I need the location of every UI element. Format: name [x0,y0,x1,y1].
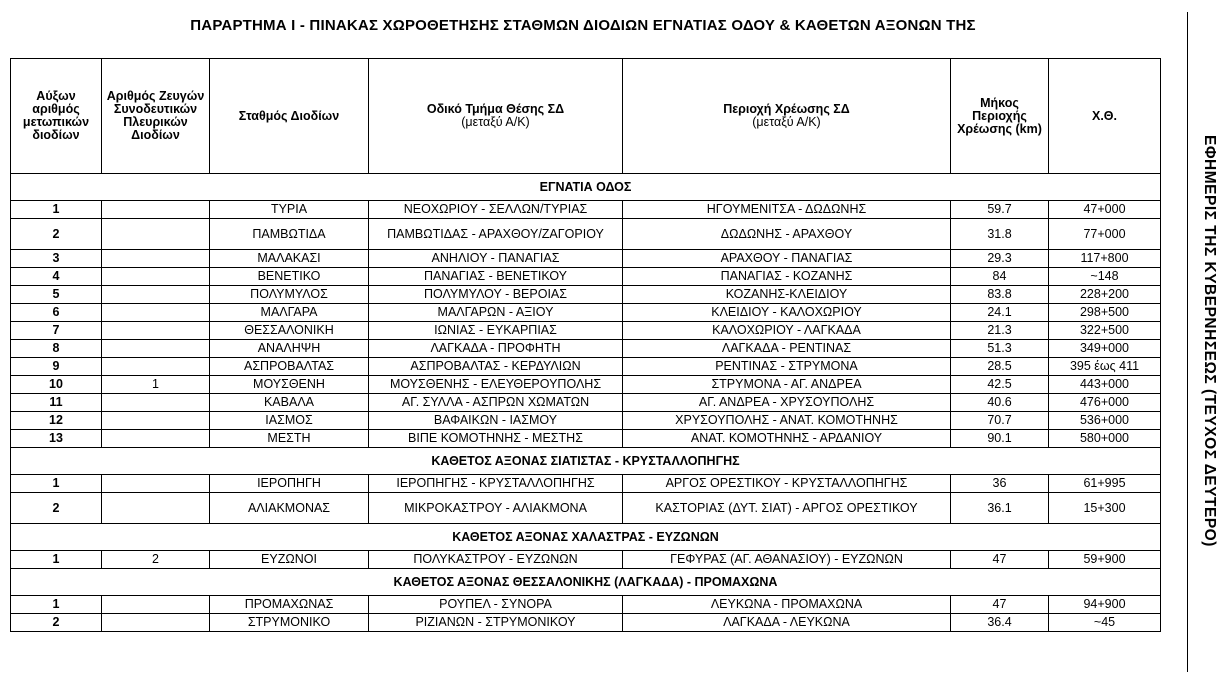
cell-toll-station: ΘΕΣΣΑΛΟΝΙΚΗ [210,322,369,340]
cell-toll-station: ΙΕΡΟΠΗΓΗ [210,475,369,493]
table-row [11,250,1161,268]
cell-serial-number: 1 [11,201,102,219]
cell-side-tolls [102,475,210,493]
cell-length-km: 42.5 [951,376,1049,394]
cell-chainage: 580+000 [1049,430,1161,448]
cell-road-segment: ΛΑΓΚΑΔΑ - ΠΡΟΦΗΤΗ [369,340,623,358]
cell-side-tolls [102,430,210,448]
cell-charging-area: ΑΡΓΟΣ ΟΡΕΣΤΙΚΟΥ - ΚΡΥΣΤΑΛΛΟΠΗΓΗΣ [623,475,951,493]
cell-chainage: ~148 [1049,268,1161,286]
cell-toll-station: ΜΕΣΤΗ [210,430,369,448]
cell-charging-area: ΚΟΖΑΝΗΣ-ΚΛΕΙΔΙΟΥ [623,286,951,304]
cell-chainage: 443+000 [1049,376,1161,394]
section-title: ΚΑΘΕΤΟΣ ΑΞΟΝΑΣ ΧΑΛΑΣΤΡΑΣ - ΕΥΖΩΝΩΝ [11,524,1161,551]
cell-charging-area: ΚΑΛΟΧΩΡΙΟΥ - ΛΑΓΚΑΔΑ [623,322,951,340]
cell-road-segment: ΜΑΛΓΑΡΩΝ - ΑΞΙΟΥ [369,304,623,322]
cell-toll-station: ΜΑΛΑΚΑΣΙ [210,250,369,268]
cell-toll-station: ΤΥΡΙΑ [210,201,369,219]
cell-serial-number: 13 [11,430,102,448]
cell-chainage: 536+000 [1049,412,1161,430]
cell-toll-station: ΚΑΒΑΛΑ [210,394,369,412]
cell-length-km: 47 [951,551,1049,569]
cell-serial-number: 2 [11,493,102,524]
cell-road-segment: ΠΟΛΥΚΑΣΤΡΟΥ - ΕΥΖΩΝΩΝ [369,551,623,569]
cell-length-km: 24.1 [951,304,1049,322]
section-row [11,448,1161,475]
cell-charging-area: ΚΑΣΤΟΡΙΑΣ (ΔΥΤ. ΣΙΑΤ) - ΑΡΓΟΣ ΟΡΕΣΤΙΚΟΥ [623,493,951,524]
cell-toll-station: ΠΑΜΒΩΤΙΔΑ [210,219,369,250]
cell-length-km: 36 [951,475,1049,493]
table-row [11,340,1161,358]
table-row [11,614,1161,632]
cell-road-segment: ΡΙΖΙΑΝΩΝ - ΣΤΡΥΜΟΝΙΚΟΥ [369,614,623,632]
cell-side-tolls: 1 [102,376,210,394]
cell-charging-area: ΑΡΑΧΘΟΥ - ΠΑΝΑΓΙΑΣ [623,250,951,268]
section-title: ΚΑΘΕΤΟΣ ΑΞΟΝΑΣ ΘΕΣΣΑΛΟΝΙΚΗΣ (ΛΑΓΚΑΔΑ) - ΠΡΟΜΑΧΩΝΑ [11,569,1161,596]
cell-serial-number: 11 [11,394,102,412]
cell-chainage: 322+500 [1049,322,1161,340]
cell-charging-area: ΠΑΝΑΓΙΑΣ - ΚΟΖΑΝΗΣ [623,268,951,286]
cell-serial-number: 2 [11,614,102,632]
cell-chainage: 61+995 [1049,475,1161,493]
cell-length-km: 21.3 [951,322,1049,340]
header-road-segment-sub: (μεταξύ Α/Κ) [461,115,530,129]
cell-length-km: 40.6 [951,394,1049,412]
cell-serial-number: 5 [11,286,102,304]
table-row [11,358,1161,376]
cell-chainage: 298+500 [1049,304,1161,322]
cell-length-km: 36.1 [951,493,1049,524]
section-row [11,524,1161,551]
cell-toll-station: ΠΟΛΥΜΥΛΟΣ [210,286,369,304]
table-row [11,493,1161,524]
cell-chainage: 59+900 [1049,551,1161,569]
table-row [11,376,1161,394]
table-row [11,268,1161,286]
cell-length-km: 84 [951,268,1049,286]
cell-road-segment: ΜΙΚΡΟΚΑΣΤΡΟΥ - ΑΛΙΑΚΜΟΝΑ [369,493,623,524]
table-row [11,412,1161,430]
cell-toll-station: ΒΕΝΕΤΙΚΟ [210,268,369,286]
cell-serial-number: 10 [11,376,102,394]
cell-road-segment: ΙΕΡΟΠΗΓΗΣ - ΚΡΥΣΤΑΛΛΟΠΗΓΗΣ [369,475,623,493]
table-row [11,322,1161,340]
cell-charging-area: ΔΩΔΩΝΗΣ - ΑΡΑΧΘΟΥ [623,219,951,250]
cell-charging-area: ΚΛΕΙΔΙΟΥ - ΚΑΛΟΧΩΡΙΟΥ [623,304,951,322]
toll-stations-table [10,58,1161,632]
cell-road-segment: ΑΓ. ΣΥΛΛΑ - ΑΣΠΡΩΝ ΧΩΜΑΤΩΝ [369,394,623,412]
cell-side-tolls [102,596,210,614]
header-charging-area-sub: (μεταξύ Α/Κ) [752,115,821,129]
cell-serial-number: 1 [11,551,102,569]
cell-road-segment: ΝΕΟΧΩΡΙΟΥ - ΣΕΛΛΩΝ/ΤΥΡΙΑΣ [369,201,623,219]
section-row [11,569,1161,596]
cell-chainage: 117+800 [1049,250,1161,268]
table-row [11,596,1161,614]
cell-chainage: 395 έως 411 [1049,358,1161,376]
cell-length-km: 51.3 [951,340,1049,358]
cell-charging-area: ΛΑΓΚΑΔΑ - ΡΕΝΤΙΝΑΣ [623,340,951,358]
header-road-segment-label: Οδικό Τμήμα Θέσης ΣΔ [426,102,565,116]
cell-side-tolls [102,250,210,268]
cell-road-segment: ΒΑΦΑΙΚΩΝ - ΙΑΣΜΟΥ [369,412,623,430]
cell-toll-station: ΠΡΟΜΑΧΩΝΑΣ [210,596,369,614]
cell-serial-number: 12 [11,412,102,430]
table-row [11,475,1161,493]
cell-length-km: 59.7 [951,201,1049,219]
cell-road-segment: ΡΟΥΠΕΛ - ΣΥΝΟΡΑ [369,596,623,614]
cell-toll-station: ΑΣΠΡΟΒΑΛΤΑΣ [210,358,369,376]
cell-road-segment: ΠΑΜΒΩΤΙΔΑΣ - ΑΡΑΧΘΟΥ/ΖΑΓΟΡΙΟΥ [369,219,623,250]
header-charging-area [623,59,951,174]
cell-side-tolls [102,412,210,430]
document-title: ΠΑΡΑΡΤΗΜΑ Ι - ΠΙΝΑΚΑΣ ΧΩΡΟΘΕΤΗΣΗΣ ΣΤΑΘΜΩΝ ΔΙΟΔΙΩΝ ΕΓΝΑΤΙΑΣ ΟΔΟΥ & ΚΑΘΕΤΩΝ ΑΞΟΝΩΝ ΤΗΣ [190,17,976,34]
table-header-row [11,59,1161,174]
cell-charging-area: ΣΤΡΥΜΟΝΑ - ΑΓ. ΑΝΔΡΕΑ [623,376,951,394]
table-row [11,219,1161,250]
table-row [11,304,1161,322]
header-toll-station: Σταθμός Διοδίων [210,59,369,174]
cell-side-tolls [102,340,210,358]
cell-charging-area: ΓΕΦΥΡΑΣ (ΑΓ. ΑΘΑΝΑΣΙΟΥ) - ΕΥΖΩΝΩΝ [623,551,951,569]
cell-serial-number: 1 [11,596,102,614]
header-road-segment [369,59,623,174]
header-chainage: Χ.Θ. [1049,59,1161,174]
header-charging-area-label: Περιοχή Χρέωσης ΣΔ [723,102,850,116]
cell-road-segment: ΑΣΠΡΟΒΑΛΤΑΣ - ΚΕΡΔΥΛΙΩΝ [369,358,623,376]
cell-side-tolls: 2 [102,551,210,569]
cell-chainage: 15+300 [1049,493,1161,524]
cell-road-segment: ΑΝΗΛΙΟΥ - ΠΑΝΑΓΙΑΣ [369,250,623,268]
cell-length-km: 47 [951,596,1049,614]
cell-charging-area: ΑΝΑΤ. ΚΟΜΟΤΗΝΗΣ - ΑΡΔΑΝΙΟΥ [623,430,951,448]
cell-road-segment: ΠΑΝΑΓΙΑΣ - ΒΕΝΕΤΙΚΟΥ [369,268,623,286]
cell-chainage: 349+000 [1049,340,1161,358]
cell-charging-area: ΛΕΥΚΩΝΑ - ΠΡΟΜΑΧΩΝΑ [623,596,951,614]
cell-length-km: 31.8 [951,219,1049,250]
section-title: ΚΑΘΕΤΟΣ ΑΞΟΝΑΣ ΣΙΑΤΙΣΤΑΣ - ΚΡΥΣΤΑΛΛΟΠΗΓΗΣ [11,448,1161,475]
cell-side-tolls [102,286,210,304]
cell-charging-area: ΧΡΥΣΟΥΠΟΛΗΣ - ΑΝΑΤ. ΚΟΜΟΤΗΝΗΣ [623,412,951,430]
cell-side-tolls [102,493,210,524]
section-row [11,174,1161,201]
cell-length-km: 29.3 [951,250,1049,268]
cell-side-tolls [102,614,210,632]
cell-side-tolls [102,219,210,250]
cell-chainage: 94+900 [1049,596,1161,614]
cell-road-segment: ΙΩΝΙΑΣ - ΕΥΚΑΡΠΙΑΣ [369,322,623,340]
cell-side-tolls [102,322,210,340]
cell-length-km: 36.4 [951,614,1049,632]
cell-road-segment: ΒΙΠΕ ΚΟΜΟΤΗΝΗΣ - ΜΕΣΤΗΣ [369,430,623,448]
cell-chainage: 476+000 [1049,394,1161,412]
cell-toll-station: ΑΝΑΛΗΨΗ [210,340,369,358]
table-row [11,201,1161,219]
cell-toll-station: ΜΟΥΣΘΕΝΗ [210,376,369,394]
cell-serial-number: 6 [11,304,102,322]
cell-length-km: 83.8 [951,286,1049,304]
cell-toll-station: ΕΥΖΩΝΟΙ [210,551,369,569]
table-row [11,430,1161,448]
cell-side-tolls [102,394,210,412]
cell-toll-station: ΜΑΛΓΑΡΑ [210,304,369,322]
cell-charging-area: ΑΓ. ΑΝΔΡΕΑ - ΧΡΥΣΟΥΠΟΛΗΣ [623,394,951,412]
header-serial-number: Αύξων αριθμός μετωπικών διοδίων [11,59,102,174]
cell-road-segment: ΜΟΥΣΘΕΝΗΣ - ΕΛΕΥΘΕΡΟΥΠΟΛΗΣ [369,376,623,394]
cell-serial-number: 1 [11,475,102,493]
table-body [11,174,1161,632]
cell-chainage: 77+000 [1049,219,1161,250]
cell-chainage: 228+200 [1049,286,1161,304]
table-row [11,286,1161,304]
cell-serial-number: 2 [11,219,102,250]
section-title: ΕΓΝΑΤΙΑ ΟΔΟΣ [11,174,1161,201]
table-row [11,551,1161,569]
side-running-header: ΕΦΗΜΕΡΙΣ ΤΗΣ ΚΥΒΕΡΝΗΣΕΩΣ (ΤΕΥΧΟΣ ΔΕΥΤΕΡΟ) [1201,135,1218,547]
cell-serial-number: 3 [11,250,102,268]
cell-serial-number: 7 [11,322,102,340]
cell-toll-station: ΙΑΣΜΟΣ [210,412,369,430]
cell-side-tolls [102,304,210,322]
cell-length-km: 28.5 [951,358,1049,376]
cell-chainage: ~45 [1049,614,1161,632]
cell-serial-number: 4 [11,268,102,286]
cell-charging-area: ΛΑΓΚΑΔΑ - ΛΕΥΚΩΝΑ [623,614,951,632]
cell-serial-number: 8 [11,340,102,358]
cell-toll-station: ΣΤΡΥΜΟΝΙΚΟ [210,614,369,632]
cell-chainage: 47+000 [1049,201,1161,219]
cell-charging-area: ΡΕΝΤΙΝΑΣ - ΣΤΡΥΜΟΝΑ [623,358,951,376]
cell-road-segment: ΠΟΛΥΜΥΛΟΥ - ΒΕΡΟΙΑΣ [369,286,623,304]
table-row [11,394,1161,412]
cell-side-tolls [102,358,210,376]
cell-length-km: 70.7 [951,412,1049,430]
cell-side-tolls [102,201,210,219]
cell-charging-area: ΗΓΟΥΜΕΝΙΤΣΑ - ΔΩΔΩΝΗΣ [623,201,951,219]
cell-serial-number: 9 [11,358,102,376]
cell-length-km: 90.1 [951,430,1049,448]
header-side-tolls: Αριθμός Ζευγών Συνοδευτικών Πλευρικών Διοδίων [102,59,210,174]
side-divider [1187,12,1188,672]
header-length-km: Μήκος Περιοχής Χρέωσης (km) [951,59,1049,174]
cell-toll-station: ΑΛΙΑΚΜΟΝΑΣ [210,493,369,524]
cell-side-tolls [102,268,210,286]
